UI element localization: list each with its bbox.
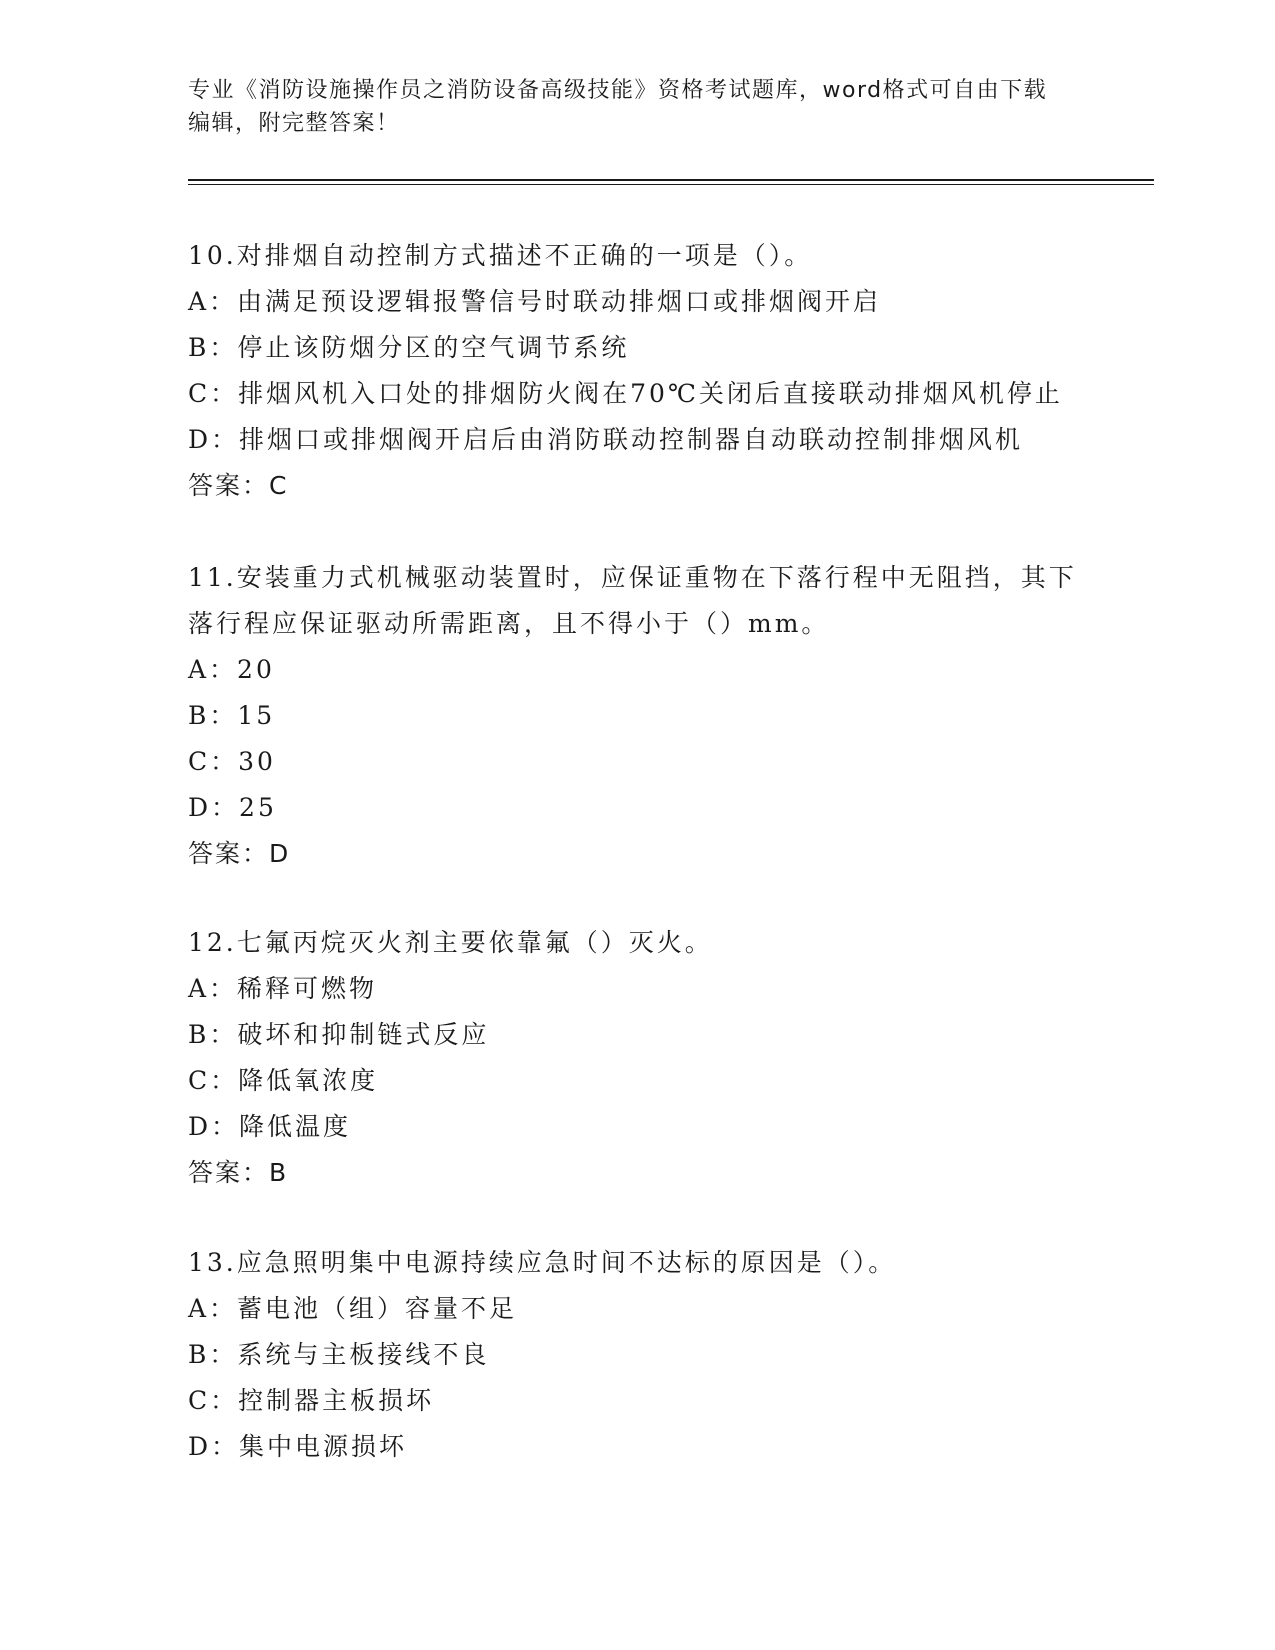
option-d: D：降低温度 bbox=[188, 1112, 352, 1141]
option-a: A：由满足预设逻辑报警信号时联动排烟口或排烟阀开启 bbox=[188, 287, 882, 316]
option-a: A：稀释可燃物 bbox=[188, 974, 378, 1003]
option-c: C：30 bbox=[188, 747, 276, 776]
option-a: A：20 bbox=[188, 655, 275, 684]
answer: 答案：C bbox=[188, 471, 289, 500]
question-stem: 12.七氟丙烷灭火剂主要依靠氟（）灭火。 bbox=[188, 928, 713, 957]
question-stem: 13.应急照明集中电源持续应急时间不达标的原因是（）。 bbox=[188, 1248, 897, 1277]
option-c: C：控制器主板损坏 bbox=[188, 1386, 435, 1415]
question-10 bbox=[188, 233, 1088, 509]
question-12 bbox=[188, 920, 1088, 1196]
option-c: C：排烟风机入口处的排烟防火阀在70℃关闭后直接联动排烟风机停止 bbox=[188, 379, 1063, 408]
option-d: D：排烟口或排烟阀开启后由消防联动控制器自动联动控制排烟风机 bbox=[188, 425, 1024, 454]
option-c: C：降低氧浓度 bbox=[188, 1066, 379, 1095]
answer: 答案：B bbox=[188, 1158, 289, 1187]
option-a: A：蓄电池（组）容量不足 bbox=[188, 1294, 518, 1323]
answer: 答案：D bbox=[188, 839, 291, 868]
header-divider-thick bbox=[188, 179, 1154, 181]
question-stem: 11.安装重力式机械驱动装置时，应保证重物在下落行程中无阻挡，其下落行程应保证驱动所需距离，且不得小于（）mm。 bbox=[188, 563, 1077, 638]
option-d: D：集中电源损坏 bbox=[188, 1432, 408, 1461]
question-13 bbox=[188, 1240, 1088, 1470]
question-stem: 10.对排烟自动控制方式描述不正确的一项是（）。 bbox=[188, 241, 813, 270]
option-b: B：系统与主板接线不良 bbox=[188, 1340, 490, 1369]
question-11 bbox=[188, 555, 1088, 877]
option-b: B：停止该防烟分区的空气调节系统 bbox=[188, 333, 630, 362]
option-b: B：15 bbox=[188, 701, 276, 730]
option-d: D：25 bbox=[188, 793, 277, 822]
document-header: 专业《消防设施操作员之消防设备高级技能》资格考试题库，word格式可自由下载编辑，附完整答案！ bbox=[188, 78, 1048, 136]
header-divider-thin bbox=[188, 184, 1154, 185]
option-b: B：破坏和抑制链式反应 bbox=[188, 1020, 490, 1049]
